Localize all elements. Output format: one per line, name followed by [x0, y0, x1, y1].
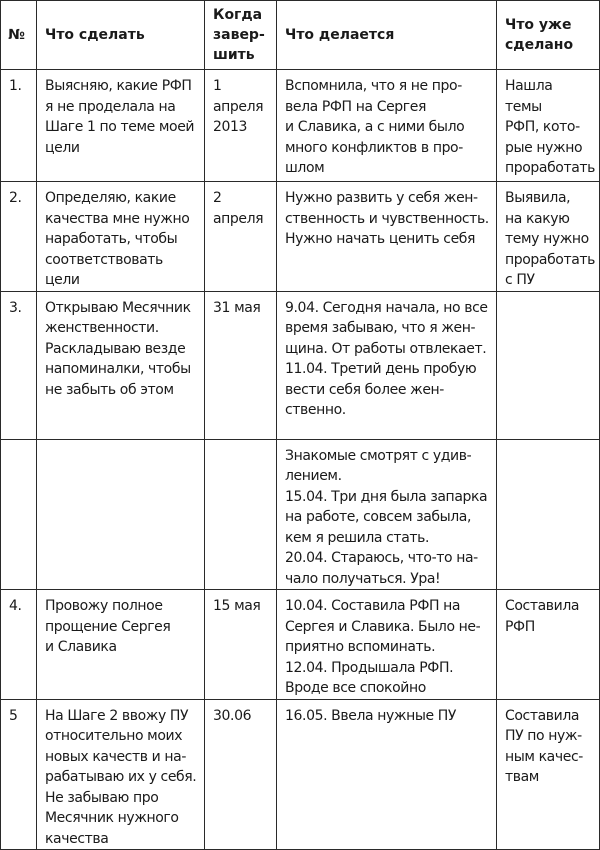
cell-done — [497, 291, 600, 439]
header-cell-done: Что уже сделано — [497, 1, 600, 70]
table-row — [1, 182, 600, 292]
cell-when: 1 апреля 2013 — [205, 70, 277, 182]
cell-number: 4. — [1, 590, 37, 700]
cell-done — [497, 439, 600, 590]
cell-number: 2. — [1, 182, 37, 292]
cell-done: Выявила, на какую тему нужно проработать с ПУ — [497, 182, 600, 292]
cell-done: Составила РФП — [497, 590, 600, 700]
cell-what — [37, 439, 205, 590]
cell-what: На Шаге 2 ввожу ПУ относительно моих новых качеств и на- рабатываю их у себя. Не забываю про Месячник нужного качества — [37, 699, 205, 850]
table-row — [1, 699, 600, 850]
table-row — [1, 70, 600, 182]
cell-when — [205, 439, 277, 590]
cell-doing: Нужно развить у себя жен- ственность и чувственность. Нужно начать ценить себя — [277, 182, 497, 292]
cell-doing: Знакомые смотрят с удив- лением. 15.04. Три дня была запарка на работе, совсем забыла, кем я решила стать. 20.04. Стараюсь, что-то на- чало получаться. Ура! — [277, 439, 497, 590]
cell-doing: 16.05. Ввела нужные ПУ — [277, 699, 497, 850]
cell-what: Открываю Месячник женственности. Раскладываю везде напоминалки, чтобы не забыть об этом — [37, 291, 205, 439]
cell-what: Провожу полное прощение Сергея и Славика — [37, 590, 205, 700]
cell-done: Составила ПУ по нуж- ным качес- твам — [497, 699, 600, 850]
cell-number — [1, 439, 37, 590]
cell-doing: Вспомнила, что я не про- вела РФП на Сергея и Славика, а с ними было много конфликтов в про- шлом — [277, 70, 497, 182]
header-cell-when: Когда завер- шить — [205, 1, 277, 70]
table-row — [1, 439, 600, 590]
cell-doing: 9.04. Сегодня начала, но все время забываю, что я жен- щина. От работы отвлекает. 11.04. Третий день пробую вести себя более жен- ственно. — [277, 291, 497, 439]
cell-when: 2 апреля — [205, 182, 277, 292]
header-row — [1, 1, 600, 70]
table-row — [1, 590, 600, 700]
cell-what: Выясняю, какие РФП я не проделала на Шаге 1 по теме моей цели — [37, 70, 205, 182]
cell-number: 3. — [1, 291, 37, 439]
table-row — [1, 291, 600, 439]
header-cell-number: № — [1, 1, 37, 70]
header-cell-what: Что сделать — [37, 1, 205, 70]
cell-what: Определяю, какие качества мне нужно наработать, чтобы соответствовать цели — [37, 182, 205, 292]
cell-doing: 10.04. Составила РФП на Сергея и Славика. Было не- приятно вспоминать. 12.04. Продышала РФП. Вроде все спокойно — [277, 590, 497, 700]
header-cell-doing: Что делается — [277, 1, 497, 70]
cell-done: Нашла темы РФП, кото- рые нужно проработать — [497, 70, 600, 182]
cell-when: 30.06 — [205, 699, 277, 850]
cell-when: 31 мая — [205, 291, 277, 439]
cell-number: 1. — [1, 70, 37, 182]
cell-when: 15 мая — [205, 590, 277, 700]
cell-number: 5 — [1, 699, 37, 850]
